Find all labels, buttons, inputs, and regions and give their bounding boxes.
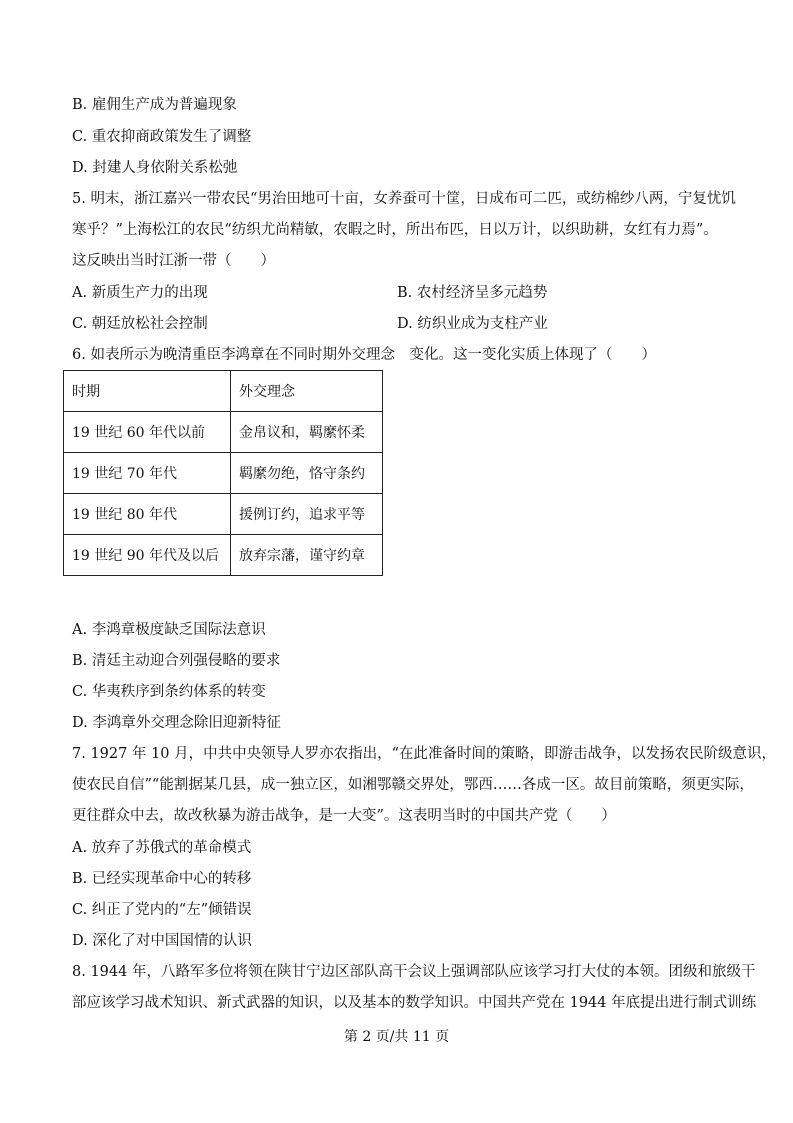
- q7-option-d: D. 深化了对中国国情的认识: [72, 933, 252, 949]
- q5-stem-line-3: 这反映出当时江浙一带（ ）: [72, 253, 275, 269]
- q7-stem-line-3: 更往群众中去，故改秋暴为游击战争，是一大变”。这表明当时的中国共产党（ ）: [72, 808, 616, 824]
- table-cell-period: 19 世纪 60 年代以前: [64, 412, 231, 453]
- table-row: [64, 453, 383, 494]
- page-number-footer: 第 2 页/共 11 页: [343, 1029, 450, 1045]
- q6-option-d: D. 李鸿章外交理念除旧迎新特征: [72, 715, 281, 731]
- q8-stem-line-1: 8. 1944 年，八路军多位将领在陕甘宁边区部队高干会议上强调部队应该学习打大仗的本领。团级和旅级干: [72, 964, 756, 980]
- q4-option-d: D. 封建人身依附关系松弛: [72, 160, 238, 176]
- q5-option-b: B. 农村经济呈多元趋势: [397, 285, 548, 301]
- q5-option-a: A. 新质生产力的出现: [72, 285, 208, 301]
- table-cell-period: 19 世纪 80 年代: [64, 494, 231, 535]
- q6-option-a: A. 李鸿章极度缺乏国际法意识: [72, 622, 266, 638]
- q7-stem-line-1: 7. 1927 年 10 月，中共中央领导人罗亦农指出，“在此准备时间的策略，即游击战争，以发扬农民阶级意识，: [72, 746, 777, 762]
- q6-option-b: B. 清廷主动迎合列强侵略的要求: [72, 653, 281, 669]
- table-cell-concept: 金帛议和，羁縻怀柔: [231, 412, 383, 453]
- q6-option-c: C. 华夷秩序到条约体系的转变: [72, 684, 266, 700]
- q4-option-c: C. 重农抑商政策发生了调整: [72, 129, 252, 145]
- table-cell-concept: 羁縻勿绝，恪守条约: [231, 453, 383, 494]
- table-row: [64, 535, 383, 576]
- q7-option-a: A. 放弃了苏俄式的革命模式: [72, 840, 252, 856]
- diplomacy-table: [63, 370, 383, 576]
- q5-stem-line-2: 寒乎？”上海松江的农民“纺织尤尚精敏，农暇之时，所出布匹，日以万计，以织助耕，女红有力焉”。: [72, 222, 718, 238]
- q7-stem-line-2: 使农民自信”“能割据某几县，成一独立区，如湘鄂赣交界处，鄂西……各成一区。故目前策略，须更实际，: [72, 777, 754, 793]
- q7-option-c: C. 纠正了党内的“左”倾错误: [72, 902, 252, 918]
- q7-option-b: B. 已经实现革命中心的转移: [72, 871, 252, 887]
- table-row: [64, 494, 383, 535]
- table-header-row: [64, 371, 383, 412]
- table-cell-concept: 援例订约，追求平等: [231, 494, 383, 535]
- table-header-period: 时期: [64, 371, 231, 412]
- q5-option-c: C. 朝廷放松社会控制: [72, 316, 208, 332]
- q5-option-d: D. 纺织业成为支柱产业: [397, 316, 548, 332]
- table-row: [64, 412, 383, 453]
- table-cell-period: 19 世纪 90 年代及以后: [64, 535, 231, 576]
- q5-stem-line-1: 5. 明末，浙江嘉兴一带农民“男治田地可十亩，女养蚕可十筐，日成布可二匹，或纺棉纱八两，宁复忧饥: [72, 191, 736, 207]
- q8-stem-line-2: 部应该学习战术知识、新式武器的知识，以及基本的数学知识。中国共产党在 1944 年底提出进行制式训练: [72, 995, 757, 1011]
- q4-option-b: B. 雇佣生产成为普遍现象: [72, 97, 237, 113]
- table-cell-concept: 放弃宗藩，谨守约章: [231, 535, 383, 576]
- q6-stem: 6. 如表所示为晚清重臣李鸿章在不同时期外交理念 变化。这一变化实质上体现了（ ）: [72, 347, 656, 363]
- table-header-concept: 外交理念: [231, 371, 383, 412]
- table-cell-period: 19 世纪 70 年代: [64, 453, 231, 494]
